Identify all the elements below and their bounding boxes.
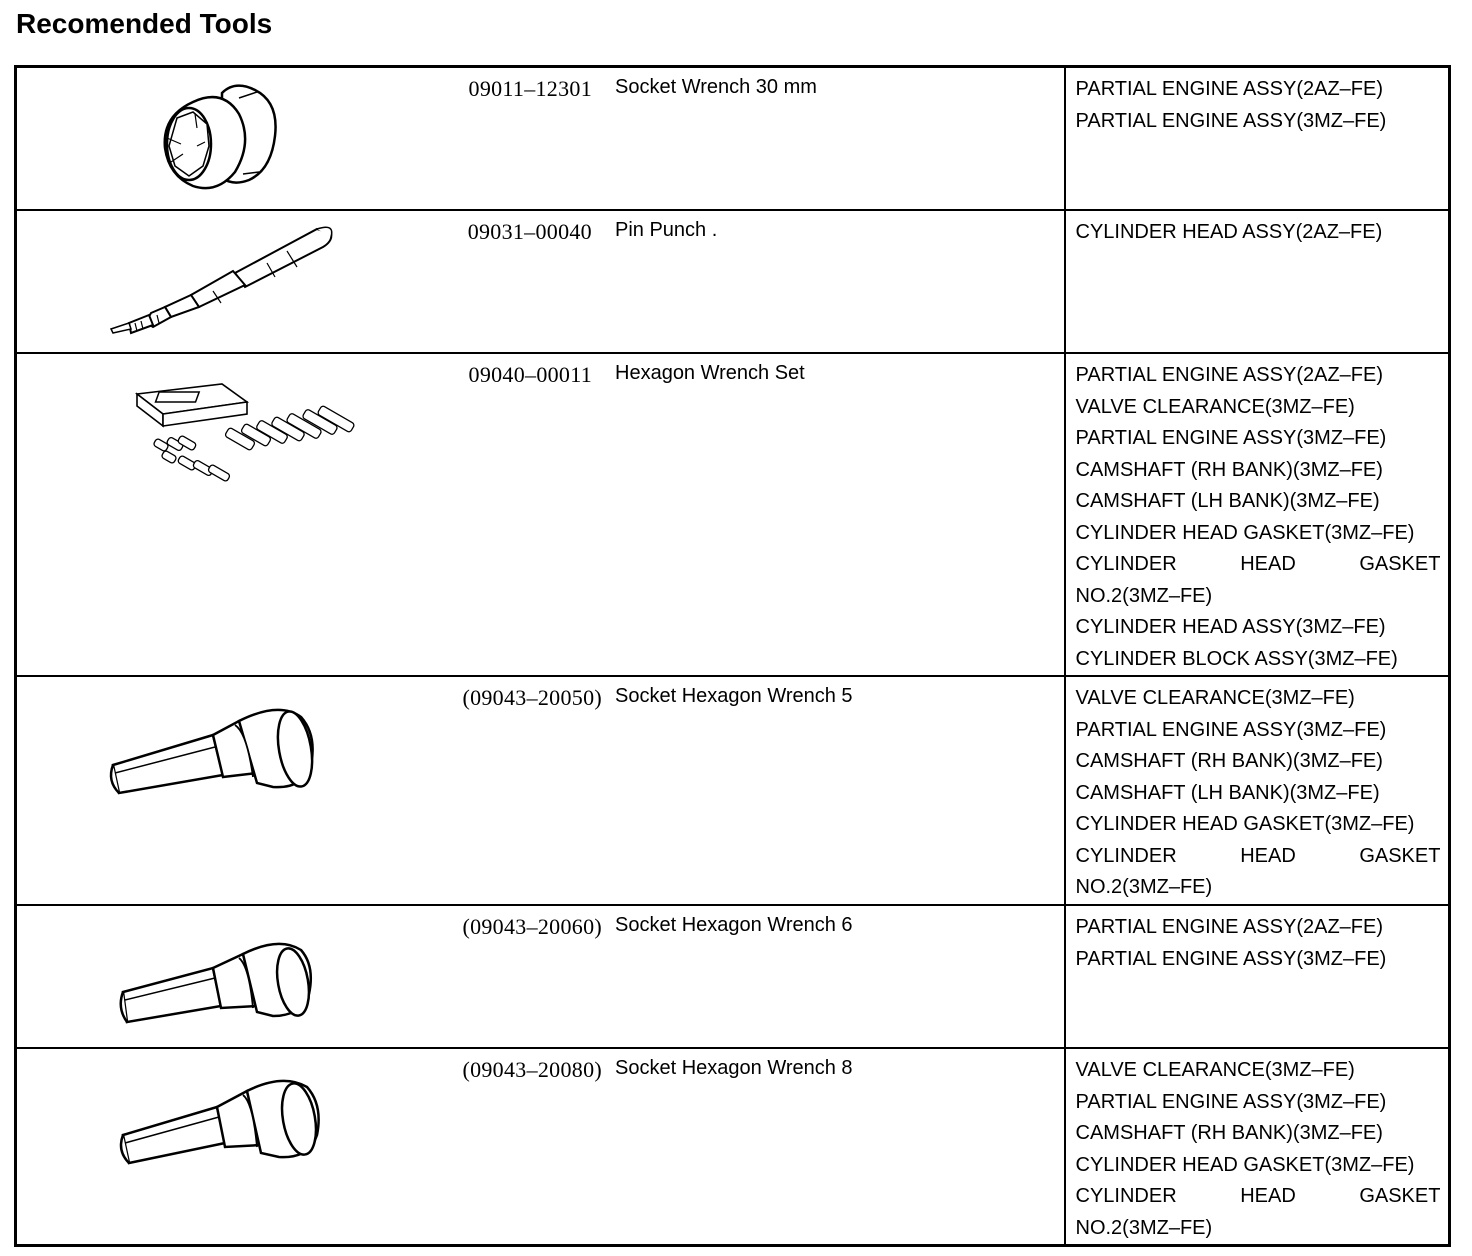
table-row xyxy=(16,1048,1450,1246)
part-number: (09043–20060) xyxy=(462,914,602,939)
usage-item: CAMSHAFT (RH BANK)(3MZ–FE) xyxy=(1075,750,1383,772)
usage-item: CYLINDER HEAD ASSY(3MZ–FE) xyxy=(1075,616,1386,638)
tool-info-cell xyxy=(16,67,1065,211)
socket-hexagon-wrench-icon xyxy=(17,677,417,877)
usage-item: CAMSHAFT (RH BANK)(3MZ–FE) xyxy=(1075,458,1383,481)
socket-hexagon-wrench-icon xyxy=(17,1049,417,1209)
tool-name: Pin Punch . xyxy=(615,219,718,241)
usage-cell xyxy=(1065,210,1450,353)
usage-item: CYLINDER HEAD GASKET xyxy=(1075,553,1441,575)
usage-item: VALVE CLEARANCE(3MZ–FE) xyxy=(1075,687,1355,709)
table-row xyxy=(16,67,1450,211)
usage-item: PARTIAL ENGINE ASSY(2AZ–FE) xyxy=(1075,916,1383,938)
usage-item: CYLINDER HEAD GASKET xyxy=(1075,844,1441,867)
usage-item: CYLINDER HEAD GASKET xyxy=(1075,1185,1441,1207)
usage-item: NO.2(3MZ–FE) xyxy=(1075,876,1213,898)
usage-item: CYLINDER HEAD GASKET(3MZ–FE) xyxy=(1075,1153,1415,1176)
tools-table xyxy=(14,65,1451,1247)
usage-item: VALVE CLEARANCE(3MZ–FE) xyxy=(1075,1059,1355,1081)
usage-item: CYLINDER HEAD GASKET(3MZ–FE) xyxy=(1075,813,1415,835)
usage-item: PARTIAL ENGINE ASSY(3MZ–FE) xyxy=(1075,1090,1387,1113)
table-row xyxy=(16,210,1450,353)
tool-info-cell xyxy=(16,210,1065,353)
usage-cell xyxy=(1065,905,1450,1048)
usage-item: CAMSHAFT (RH BANK)(3MZ–FE) xyxy=(1075,1122,1383,1144)
tool-info-cell xyxy=(16,353,1065,676)
usage-item: CAMSHAFT (LH BANK)(3MZ–FE) xyxy=(1075,490,1380,512)
usage-item: CYLINDER BLOCK ASSY(3MZ–FE) xyxy=(1075,647,1398,670)
usage-item: PARTIAL ENGINE ASSY(2AZ–FE) xyxy=(1075,78,1383,100)
tool-name: Hexagon Wrench Set xyxy=(615,362,805,384)
usage-cell xyxy=(1065,67,1450,211)
page-title: Recomended Tools xyxy=(16,8,273,39)
usage-item: VALVE CLEARANCE(3MZ–FE) xyxy=(1075,395,1355,418)
tool-name: Socket Hexagon Wrench 5 xyxy=(615,685,853,707)
tool-name: Socket Wrench 30 mm xyxy=(615,76,817,98)
usage-item: PARTIAL ENGINE ASSY(3MZ–FE) xyxy=(1075,427,1387,449)
table-row xyxy=(16,676,1450,905)
usage-item: NO.2(3MZ–FE) xyxy=(1075,584,1213,607)
usage-cell xyxy=(1065,353,1450,676)
part-number: 09040–00011 xyxy=(468,362,592,387)
usage-item: NO.2(3MZ–FE) xyxy=(1075,1216,1213,1239)
socket-wrench-icon xyxy=(17,68,417,208)
part-number: 09011–12301 xyxy=(468,76,592,101)
pin-punch-icon xyxy=(17,211,417,351)
tool-info-cell xyxy=(16,676,1065,905)
table-row xyxy=(16,353,1450,676)
hexagon-wrench-set-icon xyxy=(17,354,417,554)
table-row xyxy=(16,905,1450,1048)
usage-item: CYLINDER HEAD GASKET(3MZ–FE) xyxy=(1075,521,1415,544)
usage-item: CAMSHAFT (LH BANK)(3MZ–FE) xyxy=(1075,781,1380,804)
tool-name: Socket Hexagon Wrench 8 xyxy=(615,1057,853,1079)
part-number: 09031–00040 xyxy=(467,219,592,244)
part-number: (09043–20050) xyxy=(462,685,602,710)
part-number: (09043–20080) xyxy=(462,1057,602,1082)
usage-item: PARTIAL ENGINE ASSY(3MZ–FE) xyxy=(1075,947,1387,970)
usage-item: PARTIAL ENGINE ASSY(3MZ–FE) xyxy=(1075,718,1387,741)
tool-info-cell xyxy=(16,905,1065,1048)
tool-info-cell xyxy=(16,1048,1065,1246)
usage-cell xyxy=(1065,676,1450,905)
usage-cell xyxy=(1065,1048,1450,1246)
tool-name: Socket Hexagon Wrench 6 xyxy=(615,914,853,936)
socket-hexagon-wrench-icon xyxy=(17,906,417,1046)
usage-item: PARTIAL ENGINE ASSY(3MZ–FE) xyxy=(1075,109,1387,132)
usage-item: CYLINDER HEAD ASSY(2AZ–FE) xyxy=(1075,221,1383,243)
usage-item: PARTIAL ENGINE ASSY(2AZ–FE) xyxy=(1075,364,1383,386)
